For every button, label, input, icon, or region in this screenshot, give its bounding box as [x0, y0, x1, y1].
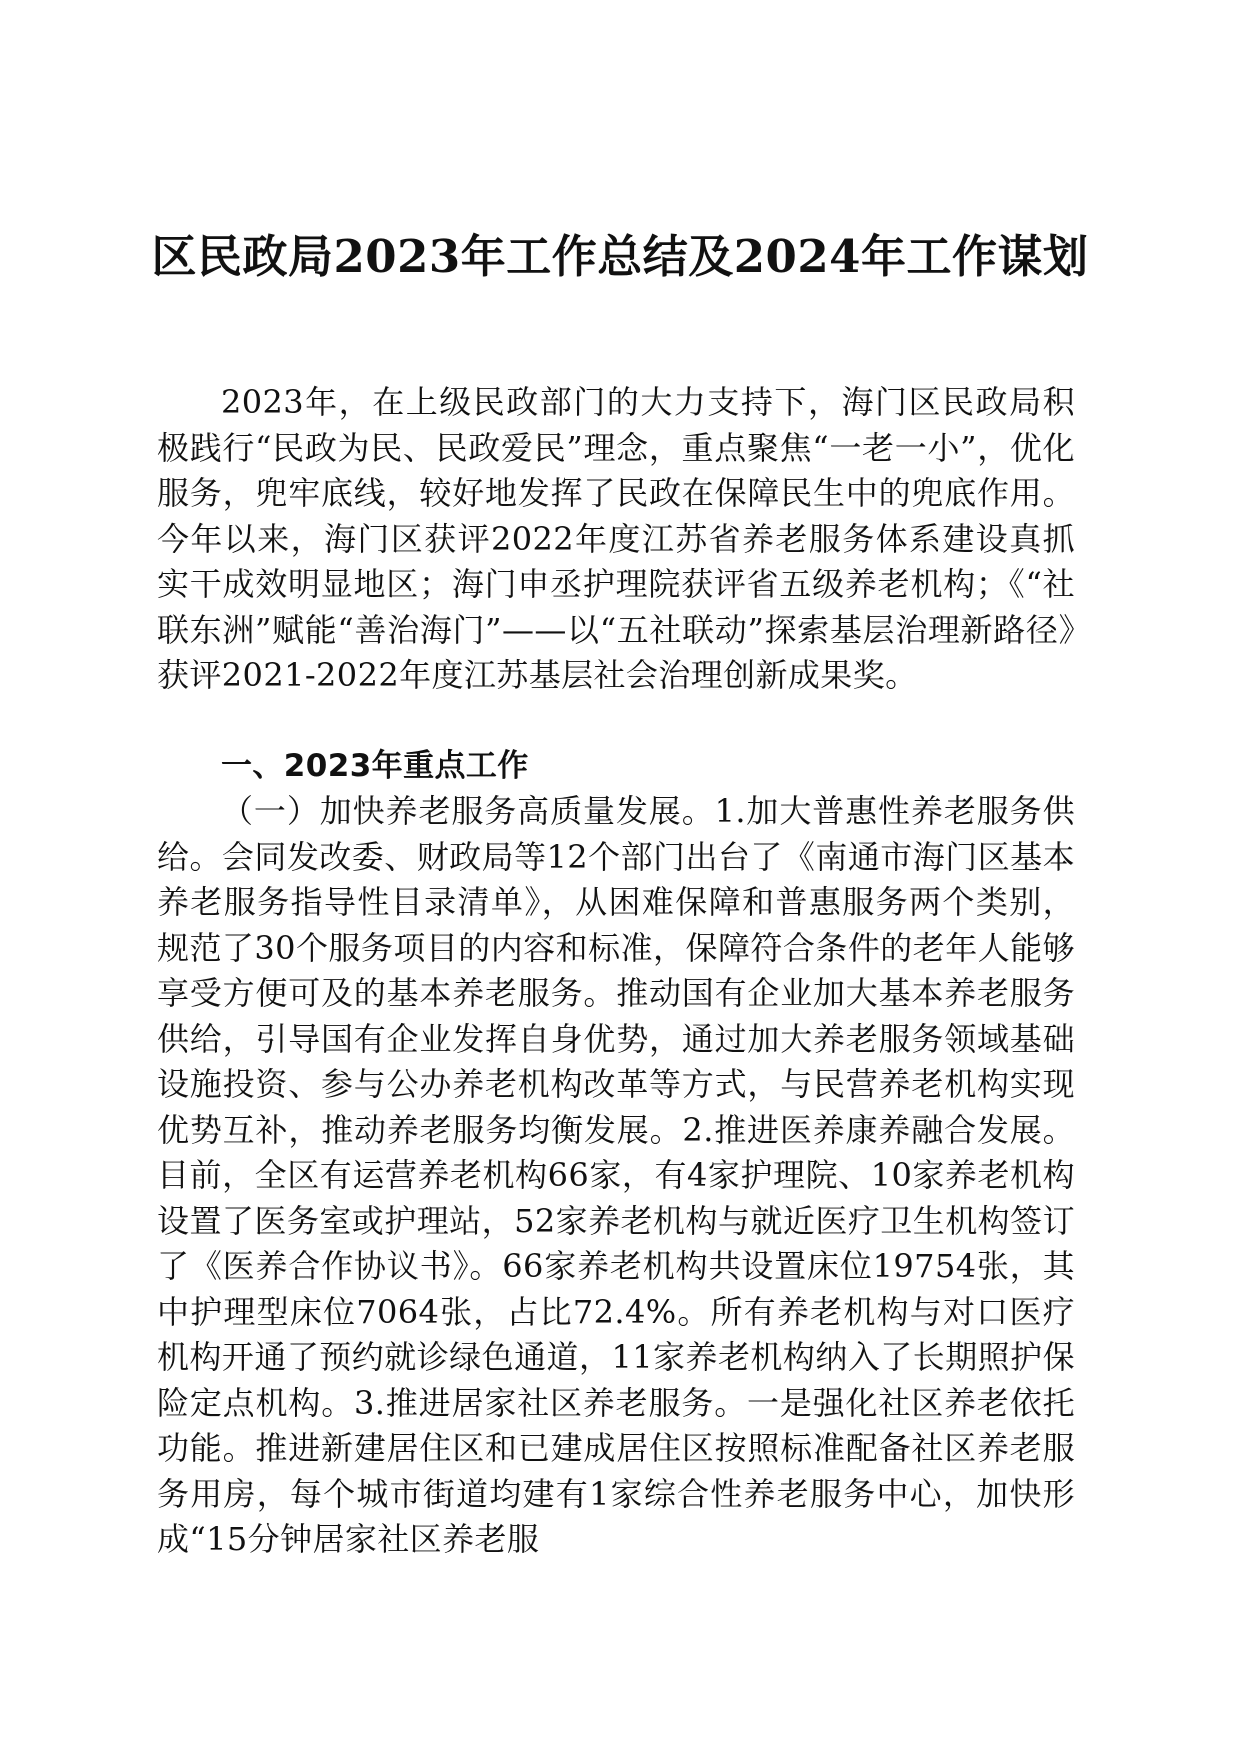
intro-paragraph: 2023年，在上级民政部门的大力支持下，海门区民政局积极践行“民政为民、民政爱民”理念，重点聚焦“一老一小”，优化服务，兜牢底线，较好地发挥了民政在保障民生中的兜底作用。今年以来，海门区获评2022年度江苏省养老服务体系建设真抓实干成效明显地区；海门申丞护理院获评省五级养老机构；《“社联东洲”赋能“善治海门”——以“五社联动”探索基层治理新路径》获评2021-2022年度江苏基层社会治理创新成果奖。 — [157, 383, 1075, 694]
section-heading-key-work-2023: 一、2023年重点工作 — [221, 748, 529, 784]
section-paragraph-elderly-care: （一）加快养老服务高质量发展。1.加大普惠性养老服务供给。会同发改委、财政局等12个部门出台了《南通市海门区基本养老服务指导性目录清单》，从困难保障和普惠服务两个类别，规范了30个服务项目的内容和标准，保障符合条件的老年人能够享受方便可及的基本养老服务。推动国有企业加大基本养老服务供给，引导国有企业发挥自身优势，通过加大养老服务领域基础设施投资、参与公办养老机构改革等方式，与民营养老机构实现优势互补，推动养老服务均衡发展。2.推进医养康养融合发展。目前，全区有运营养老机构66家，有4家护理院、10家养老机构设置了医务室或护理站，52家养老机构与就近医疗卫生机构签订了《医养合作协议书》。66家养老机构共设置床位19754张，其中护理型床位7064张，占比72.4%。所有养老机构与对口医疗机构开通了预约就诊绿色通道，11家养老机构纳入了长期照护保险定点机构。3.推进居家社区养老服务。一是强化社区养老依托功能。推进新建居住区和已建成居住区按照标准配备社区养老服务用房，每个城市街道均建有1家综合性养老服务中心，加快形成“15分钟居家社区养老服 — [157, 792, 1075, 1558]
document-title: 区民政局2023年工作总结及2024年工作谋划 — [151, 230, 1089, 283]
